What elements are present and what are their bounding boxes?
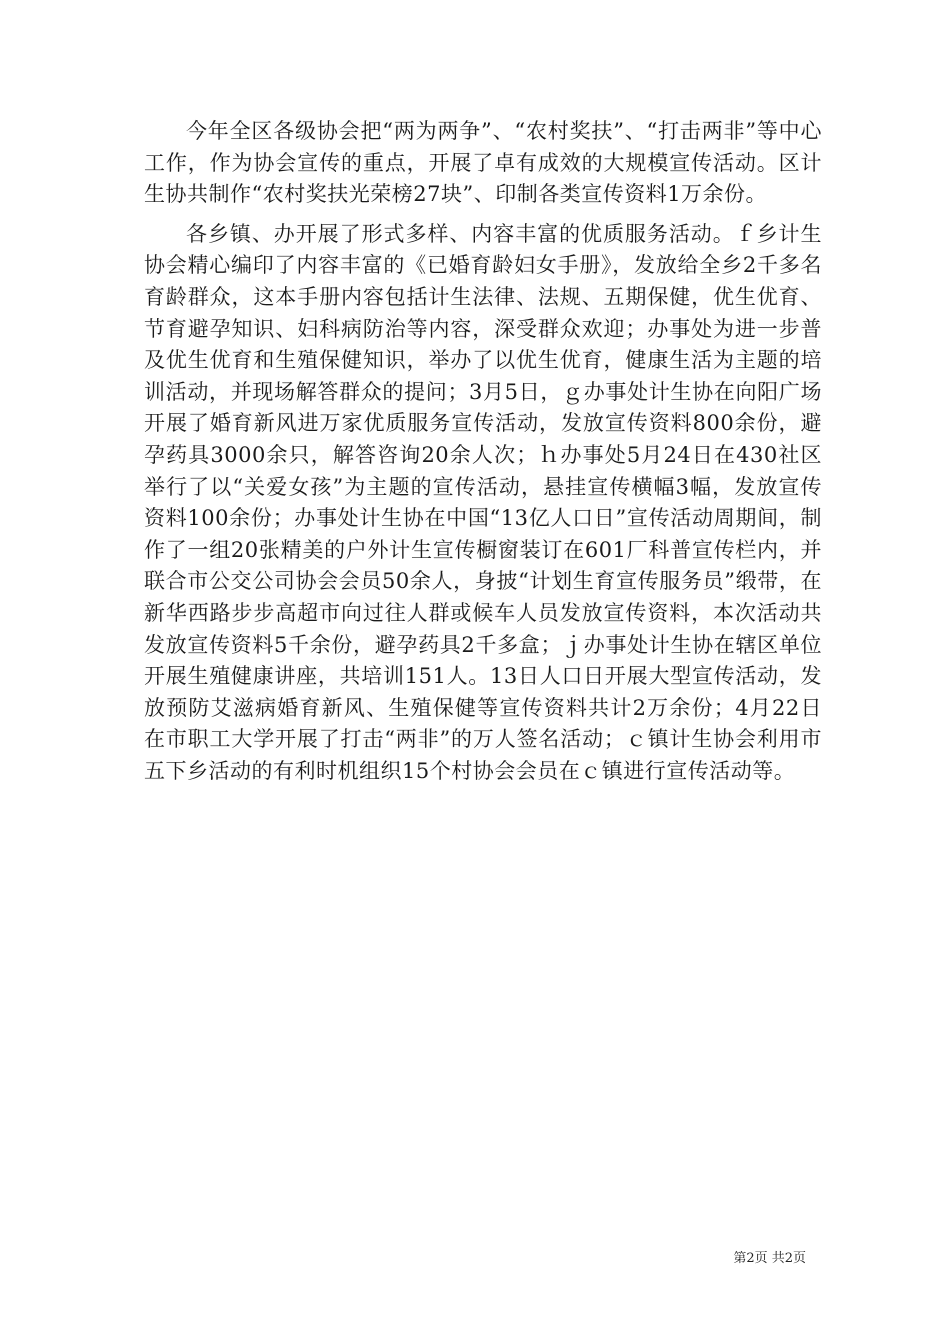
document-body	[144, 116, 822, 795]
paragraph: 今年全区各级协会把“两为两争”、“农村奖扶”、“打击两非”等中心工作，作为协会宣传的重点，开展了卓有成效的大规模宣传活动。区计生协共制作“农村奖扶光荣榜27块”、印制各类宣传资料1万余份。	[144, 119, 822, 207]
paragraph: 各乡镇、办开展了形式多样、内容丰富的优质服务活动。ｆ乡计生协会精心编印了内容丰富的《已婚育龄妇女手册》，发放给全乡2千多名育龄群众，这本手册内容包括计生法律、法规、五期保健，优生优育、节育避孕知识、妇科病防治等内容，深受群众欢迎；办事处为进一步普及优生优育和生殖保健知识，举办了以优生优育，健康生活为主题的培训活动，并现场解答群众的提问；3月5日，ｇ办事处计生协在向阳广场开展了婚育新风进万家优质服务宣传活动，发放宣传资料800余份，避孕药具3000余只，解答咨询20余人次；ｈ办事处5月24日在430社区举行了以“关爱女孩”为主题的宣传活动，悬挂宣传横幅3幅，发放宣传资料100余份；办事处计生协在中国“13亿人口日”宣传活动周期间，制作了一组20张精美的户外计生宣传橱窗装订在601厂科普宣传栏内，并联合市公交公司协会会员50余人，身披“计划生育宣传服务员”缎带，在新华西路步步高超市向过往人群或候车人员发放宣传资料，本次活动共发放宣传资料5千余份，避孕药具2千多盒；ｊ办事处计生协在辖区单位开展生殖健康讲座，共培训151人。13日人口日开展大型宣传活动，发放预防艾滋病婚育新风、生殖保健等宣传资料共计2万余份；4月22日在市职工大学开展了打击“两非”的万人签名活动；ｃ镇计生协会利用市五下乡活动的有利时机组织15个村协会会员在ｃ镇进行宣传活动等。	[144, 221, 822, 783]
page-number-footer: 第2页 共2页	[733, 1251, 806, 1266]
